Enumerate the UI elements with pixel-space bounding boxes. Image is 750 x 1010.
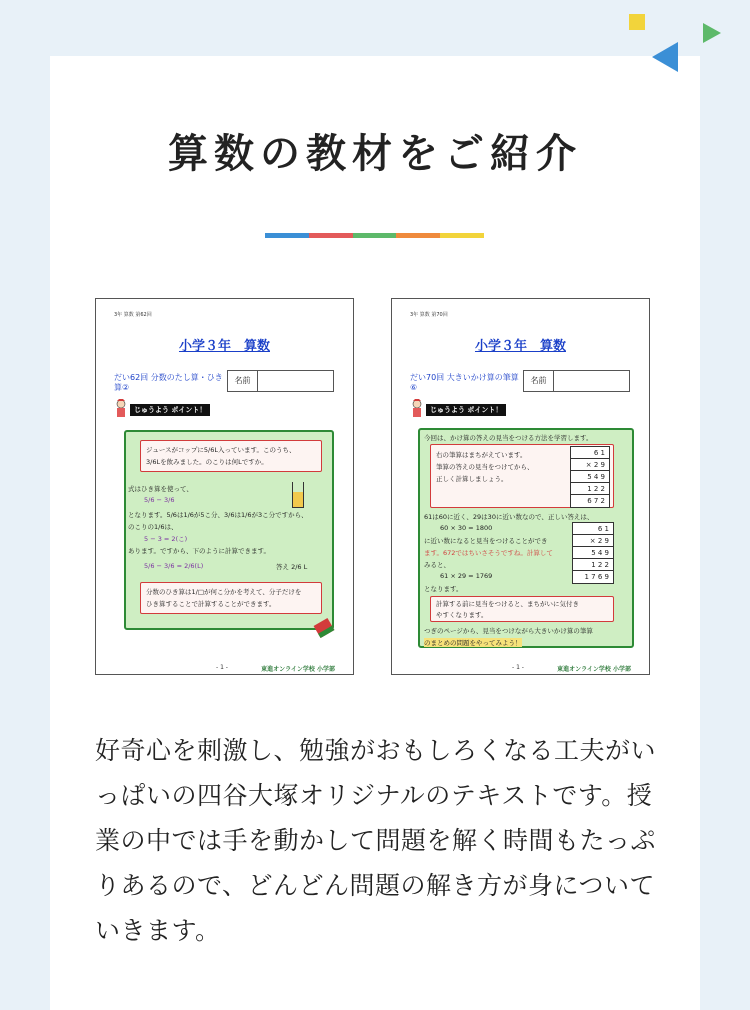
text-line: 筆算の答えの見当をつけてから、 — [436, 463, 534, 471]
worksheet-header: 3年 算数 第70回 — [410, 312, 448, 318]
divider-green — [353, 233, 397, 238]
formula-line: 60 × 30 = 1800 — [440, 524, 493, 532]
text-line: ひき算することで計算することができます。 — [146, 600, 276, 608]
measuring-cup-icon — [292, 482, 304, 508]
lesson-title: だい62回 分数のたし算・ひき算② — [114, 373, 223, 392]
text-line: やすくなります。 — [436, 611, 488, 619]
text-line: つぎのページから、見当をつけながら大きいかけ算の筆算 — [424, 627, 593, 635]
correct-calc-grid — [572, 522, 614, 584]
grid-row: 5 4 9 — [571, 471, 609, 483]
text-line: 3/6Lを飲みました。のこりは何Lですか。 — [146, 458, 268, 466]
divider-blue — [265, 233, 309, 238]
page-number: - 1 - — [512, 664, 524, 671]
page-title: 算数の教材をご紹介 — [168, 130, 582, 177]
text-line: 正しく計算しましょう。 — [436, 475, 508, 483]
yellow-square-decoration — [629, 14, 645, 30]
formula-line: 61 × 29 = 1769 — [440, 572, 493, 580]
grid-row: 1 2 2 — [571, 483, 609, 495]
blue-triangle-decoration — [652, 42, 678, 72]
text-line: 式はひき算を使って、 — [128, 485, 193, 493]
green-triangle-decoration — [703, 23, 721, 43]
lesson-title: だい70回 大きいかけ算の筆算⑥ — [410, 373, 519, 392]
text-line: のこりの1/6は、 — [128, 523, 178, 531]
key-point-label: じゅうよう ポイント！ — [130, 404, 210, 416]
explanation-panel — [124, 430, 334, 630]
text-line: となります。5/6は1/6が5こ分、3/6は1/6が3こ分ですから、 — [128, 511, 308, 519]
name-label: 名前 — [228, 371, 258, 391]
grid-row: 1 2 2 — [573, 559, 613, 571]
grid-row: 1 7 6 9 — [584, 573, 609, 581]
teacher-figure-icon — [114, 399, 128, 417]
formula-line: 5 − 3 = 2(こ) — [144, 535, 188, 543]
grid-row: × 2 9 — [571, 459, 609, 471]
worksheet-multiplication — [391, 298, 650, 675]
grid-row: 6 1 — [573, 523, 613, 535]
text-line: あります。ですから、下のように計算できます。 — [128, 547, 270, 555]
divider-red — [309, 233, 353, 238]
text-line: 右の筆算はまちがえています。 — [436, 451, 527, 459]
text-line: 今回は、かけ算の答えの見当をつける方法を学習します。 — [424, 434, 593, 442]
worksheet-header: 3年 算数 第62回 — [114, 312, 152, 318]
school-name: 東進オンライン学校 小学部 — [557, 666, 631, 673]
text-line: となります。 — [424, 585, 463, 593]
text-line: のまとめの問題をやってみよう！ — [424, 639, 522, 647]
grid-row: 5 4 9 — [573, 547, 613, 559]
grid-row: 6 7 2 — [587, 497, 605, 505]
name-label: 名前 — [524, 371, 554, 391]
teacher-figure-icon — [410, 399, 424, 417]
answer-line: 答え 2/6 L — [276, 563, 308, 571]
description-text: 好奇心を刺激し、勉強がおもしろくなる工夫がいっぱいの四谷大塚オリジナルのテキストです。授業の中では手を動かして問題を解く時間もたっぷりあるので、どんどん問題の解き方が身についていきます。 — [95, 736, 657, 945]
divider-yellow — [440, 233, 484, 238]
worksheet-fractions — [95, 298, 354, 675]
name-box — [523, 370, 630, 392]
text-line: に近い数になると見当をつけることができ — [424, 537, 548, 545]
name-box — [227, 370, 334, 392]
page-number: - 1 - — [216, 664, 228, 671]
color-divider — [265, 233, 484, 238]
formula-line: 5/6 − 3/6 — [144, 496, 175, 504]
divider-orange — [396, 233, 440, 238]
text-line: ます。672ではちいさそうですね。計算して — [424, 549, 553, 557]
text-line: ジュースがコップに5/6L入っています。このうち、 — [146, 446, 296, 454]
worksheet-title: 小学３年 算数 — [178, 339, 270, 354]
formula-line: 5/6 − 3/6 = 2/6(L) — [144, 562, 204, 570]
text-line: みると、 — [424, 561, 450, 569]
text-line: 61は60に近く、29は30に近い数なので、正しい答えは、 — [424, 513, 594, 521]
grid-row: × 2 9 — [573, 535, 613, 547]
school-name: 東進オンライン学校 小学部 — [261, 666, 335, 673]
worksheet-title: 小学３年 算数 — [474, 339, 566, 354]
explanation-panel — [418, 428, 634, 648]
grid-row: 6 1 — [571, 447, 609, 459]
text-line: 分数のひき算は1/□が何こ分かを考えて、分子だけを — [146, 588, 302, 596]
wrong-calc-grid — [570, 446, 610, 508]
text-line: 計算する前に見当をつけると、まちがいに気付き — [436, 600, 579, 608]
key-point-label: じゅうよう ポイント！ — [426, 404, 506, 416]
